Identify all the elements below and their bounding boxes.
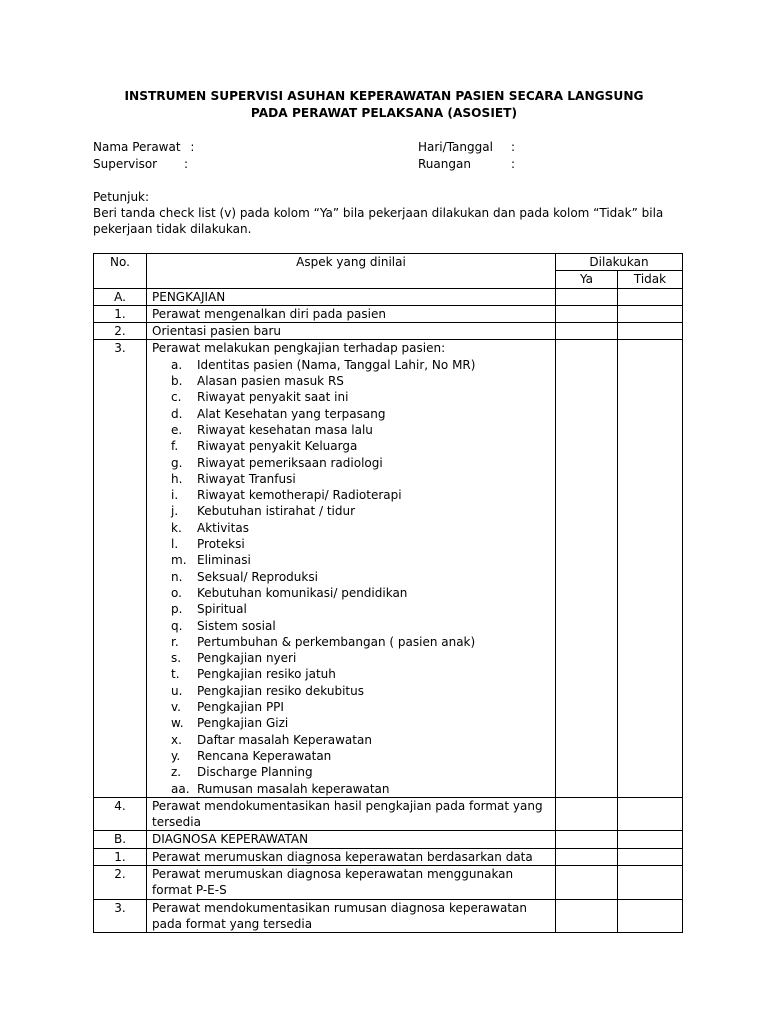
- subitem: [152, 389, 550, 405]
- subitem: [152, 781, 550, 797]
- ya-cell[interactable]: [556, 831, 618, 848]
- subitem-text: Rencana Keperawatan: [197, 748, 332, 763]
- subitem-letter: l.: [171, 537, 179, 552]
- instructions-heading: Petunjuk:: [93, 190, 150, 204]
- subitem-letter: j.: [171, 504, 179, 519]
- supervisor-label: Supervisor: [93, 157, 158, 171]
- row-text: Perawat merumuskan diagnosa keperawatan menggunakan format P-E-S: [147, 865, 556, 899]
- row-text: Perawat merumuskan diagnosa keperawatan berdasarkan data: [147, 848, 556, 865]
- instructions-line2: pekerjaan tidak dilakukan.: [93, 222, 252, 236]
- section-b-title: DIAGNOSA KEPERAWATAN: [147, 831, 556, 848]
- row-no: 3.: [94, 899, 147, 933]
- section-row: [94, 288, 683, 305]
- subitem: [152, 634, 550, 650]
- ya-cell[interactable]: [556, 848, 618, 865]
- ruangan-colon: :: [511, 157, 516, 171]
- subitem: [152, 373, 550, 389]
- subitem-list: [152, 357, 550, 797]
- nama-perawat-colon: :: [190, 140, 195, 154]
- document-title-line2: PADA PERAWAT PELAKSANA (ASOSIET): [250, 106, 518, 120]
- ya-cell[interactable]: [556, 865, 618, 899]
- subitem-letter: o.: [171, 585, 182, 600]
- instructions-line1: Beri tanda check list (v) pada kolom “Ya” bila pekerjaan dilakukan dan pada kolom “Tidak” bila: [93, 206, 664, 220]
- subitem-text: Daftar masalah Keperawatan: [197, 732, 372, 747]
- subitem-text: Pertumbuhan & perkembangan ( pasien anak): [197, 634, 476, 649]
- tidak-cell[interactable]: [618, 305, 683, 322]
- subitem-letter: u.: [171, 683, 183, 698]
- row-text: Perawat mendokumentasikan rumusan diagnosa keperawatan pada format yang tersedia: [147, 899, 556, 933]
- field-supervisor: [93, 157, 157, 171]
- subitem: [152, 471, 550, 487]
- subitem-letter: x.: [171, 732, 182, 747]
- ya-cell[interactable]: [556, 305, 618, 322]
- subitem-text: Eliminasi: [197, 553, 251, 568]
- section-a-title: PENGKAJIAN: [147, 288, 556, 305]
- subitem-text: Pengkajian PPI: [197, 700, 284, 715]
- tidak-cell[interactable]: [618, 797, 683, 831]
- tidak-cell[interactable]: [618, 288, 683, 305]
- subitem-text: Identitas pasien (Nama, Tanggal Lahir, No MR): [197, 357, 476, 372]
- hari-tanggal-colon: :: [511, 140, 516, 154]
- subitem-letter: a.: [171, 357, 183, 372]
- subitem-text: Pengkajian Gizi: [197, 716, 289, 731]
- subitem-letter: v.: [171, 700, 181, 715]
- subitem-letter: e.: [171, 422, 183, 437]
- ruangan-label: Ruangan: [418, 157, 471, 171]
- subitem-letter: aa.: [171, 781, 190, 796]
- subitem: [152, 520, 550, 536]
- subitem-letter: n.: [171, 569, 183, 584]
- header-ya: Ya: [556, 271, 618, 288]
- table-header-row: [94, 254, 683, 271]
- table-row: [94, 848, 683, 865]
- ya-cell[interactable]: [556, 288, 618, 305]
- subitem: [152, 357, 550, 373]
- nama-perawat-label: Nama Perawat: [93, 140, 181, 154]
- ya-cell[interactable]: [556, 323, 618, 340]
- subitem-letter: g.: [171, 455, 183, 470]
- subitem-letter: y.: [171, 748, 181, 763]
- subitem: [152, 536, 550, 552]
- document-title-line1: INSTRUMEN SUPERVISI ASUHAN KEPERAWATAN PASIEN SECARA LANGSUNG: [124, 89, 644, 103]
- tidak-cell[interactable]: [618, 340, 683, 797]
- tidak-cell[interactable]: [618, 865, 683, 899]
- subitem: [152, 618, 550, 634]
- row-no: 1.: [94, 848, 147, 865]
- row-text: Orientasi pasien baru: [147, 323, 556, 340]
- subitem: [152, 715, 550, 731]
- subitem-text: Alasan pasien masuk RS: [197, 374, 344, 389]
- subitem-text: Rumusan masalah keperawatan: [197, 781, 390, 796]
- subitem: [152, 764, 550, 780]
- subitem-letter: c.: [171, 390, 182, 405]
- section-b-no: B.: [94, 831, 147, 848]
- row-text-with-subitems: [147, 340, 556, 797]
- subitem-text: Riwayat Tranfusi: [197, 471, 296, 486]
- row-text: Perawat mengenalkan diri pada pasien: [147, 305, 556, 322]
- row-no: 4.: [94, 797, 147, 831]
- subitem-text: Spiritual: [197, 602, 247, 617]
- header-tidak: Tidak: [618, 271, 683, 288]
- tidak-cell[interactable]: [618, 899, 683, 933]
- subitem: [152, 699, 550, 715]
- subitem: [152, 503, 550, 519]
- subitem-text: Riwayat penyakit saat ini: [197, 390, 349, 405]
- subitem: [152, 748, 550, 764]
- subitem-text: Sistem sosial: [197, 618, 276, 633]
- ya-cell[interactable]: [556, 899, 618, 933]
- subitem-letter: z.: [171, 765, 182, 780]
- tidak-cell[interactable]: [618, 831, 683, 848]
- subitem-text: Riwayat pemeriksaan radiologi: [197, 455, 383, 470]
- supervision-table: [93, 253, 683, 933]
- row-text: Perawat melakukan pengkajian terhadap pasien:: [152, 341, 446, 356]
- subitem-letter: d.: [171, 406, 183, 421]
- subitem-text: Pengkajian resiko dekubitus: [197, 683, 364, 698]
- subitem-text: Alat Kesehatan yang terpasang: [197, 406, 386, 421]
- section-row: [94, 831, 683, 848]
- section-a-no: A.: [94, 288, 147, 305]
- field-hari-tanggal: [418, 140, 493, 154]
- subitem-text: Pengkajian resiko jatuh: [197, 667, 336, 682]
- table-row: [94, 305, 683, 322]
- subitem: [152, 585, 550, 601]
- subitem-letter: p.: [171, 602, 183, 617]
- subitem-letter: m.: [171, 553, 187, 568]
- subitem-letter: k.: [171, 520, 182, 535]
- subitem: [152, 683, 550, 699]
- subitem-text: Proteksi: [197, 537, 245, 552]
- subitem-text: Pengkajian nyeri: [197, 651, 297, 666]
- header-dilakukan: Dilakukan: [556, 254, 683, 271]
- subitem: [152, 438, 550, 454]
- table-row: [94, 340, 683, 797]
- row-no: 2.: [94, 865, 147, 899]
- row-no: 3.: [94, 340, 147, 797]
- subitem: [152, 455, 550, 471]
- subitem: [152, 552, 550, 568]
- row-no: 1.: [94, 305, 147, 322]
- hari-tanggal-label: Hari/Tanggal: [418, 140, 493, 154]
- tidak-cell[interactable]: [618, 323, 683, 340]
- subitem-letter: h.: [171, 471, 183, 486]
- table-row: [94, 865, 683, 899]
- table-row: [94, 899, 683, 933]
- subitem-text: Seksual/ Reproduksi: [197, 569, 318, 584]
- subitem-text: Riwayat kesehatan masa lalu: [197, 422, 373, 437]
- subitem: [152, 569, 550, 585]
- subitem: [152, 406, 550, 422]
- subitem-letter: b.: [171, 374, 183, 389]
- table-row: [94, 323, 683, 340]
- subitem: [152, 732, 550, 748]
- table-row: [94, 797, 683, 831]
- row-no: 2.: [94, 323, 147, 340]
- subitem-letter: f.: [171, 439, 179, 454]
- header-no: No.: [94, 254, 147, 289]
- field-ruangan: [418, 157, 471, 171]
- supervisor-colon: :: [184, 157, 189, 171]
- subitem-text: Discharge Planning: [197, 765, 313, 780]
- subitem-letter: s.: [171, 651, 182, 666]
- subitem-letter: i.: [171, 488, 179, 503]
- header-aspek: Aspek yang dinilai: [147, 254, 556, 289]
- tidak-cell[interactable]: [618, 848, 683, 865]
- field-nama-perawat: [93, 140, 194, 154]
- ya-cell[interactable]: [556, 340, 618, 797]
- subitem-text: Riwayat kemotherapi/ Radioterapi: [197, 488, 402, 503]
- row-text: Perawat mendokumentasikan hasil pengkajian pada format yang tersedia: [147, 797, 556, 831]
- subitem-text: Aktivitas: [197, 520, 249, 535]
- subitem: [152, 487, 550, 503]
- subitem: [152, 422, 550, 438]
- subitem-text: Riwayat penyakit Keluarga: [197, 439, 358, 454]
- subitem-text: Kebutuhan istirahat / tidur: [197, 504, 356, 519]
- subitem-letter: t.: [171, 667, 180, 682]
- subitem: [152, 650, 550, 666]
- subitem-text: Kebutuhan komunikasi/ pendidikan: [197, 585, 408, 600]
- subitem: [152, 666, 550, 682]
- ya-cell[interactable]: [556, 797, 618, 831]
- subitem: [152, 601, 550, 617]
- subitem-letter: q.: [171, 618, 183, 633]
- subitem-letter: w.: [171, 716, 184, 731]
- subitem-letter: r.: [171, 634, 179, 649]
